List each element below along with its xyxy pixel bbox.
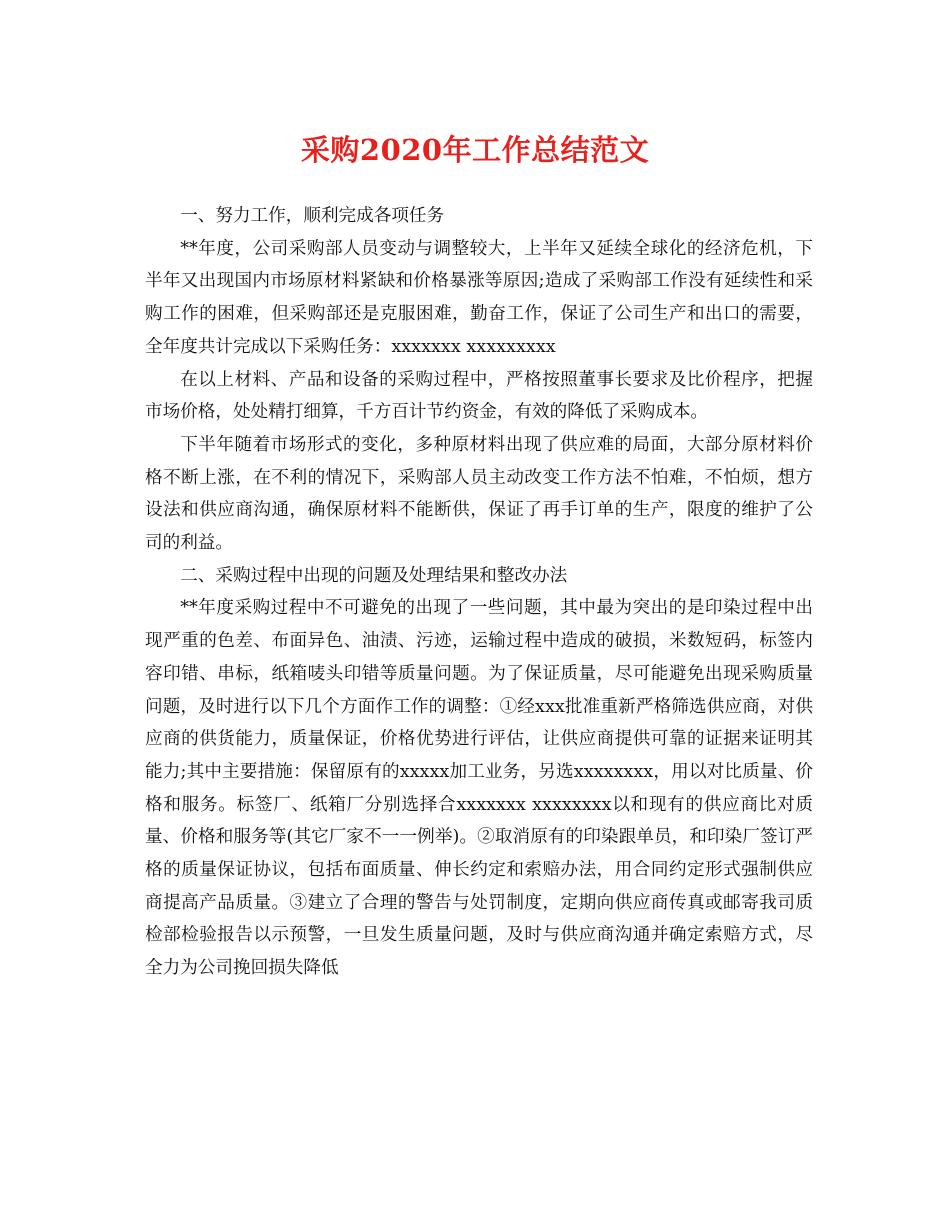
- paragraph: 下半年随着市场形式的变化，多种原材料出现了供应难的局面，大部分原材料价格不断上涨，在不利的情况下，采购部人员主动改变工作方法不怕难，不怕烦，想方设法和供应商沟通，确保原材料不能断供，保证了再手订单的生产，限度的维护了公司的利益。: [145, 434, 813, 554]
- paragraph: **年度采购过程中不可避免的出现了一些问题，其中最为突出的是印染过程中出现严重的色差、布面异色、油渍、污迹，运输过程中造成的破损，米数短码，标签内容印错、串标，纸箱唛头印错等质量问题。为了保证质量，尽可能避免出现采购质量问题，及时进行以下几个方面作工作的调整：①经xxx批准重新严格筛选供应商，对供应商的供货能力，质量保证，价格优势进行评估，让供应商提供可靠的证据来证明其能力;其中主要措施：保留原有的xxxxx加工业务，另选xxxxxxxx，用以对比质量、价格和服务。标签厂、纸箱厂分别选择合xxxxxxx xxxxxxxx以和现有的供应商比对质量、价格和服务等(其它厂家不一一例举)。②取消原有的印染跟单员，和印染厂签订严格的质量保证协议，包括布面质量、伸长约定和索赔办法，用合同约定形式强制供应商提高产品质量。③建立了合理的警告与处罚制度，定期向供应商传真或邮寄我司质检部检验报告以示预警，一旦发生质量问题，及时与供应商沟通并确定索赔方式，尽全力为公司挽回损失降低: [145, 598, 813, 979]
- document-title: 采购2020年工作总结范文: [300, 133, 650, 167]
- paragraph: 在以上材料、产品和设备的采购过程中，严格按照董事长要求及比价程序，把握市场价格，处处精打细算，千方百计节约资金，有效的降低了采购成本。: [145, 369, 813, 423]
- document-body: [145, 200, 813, 985]
- section-heading-1: 一、努力工作，顺利完成各项任务: [180, 206, 445, 226]
- section-heading-2: 二、采购过程中出现的问题及处理结果和整改办法: [180, 565, 568, 586]
- paragraph: **年度，公司采购部人员变动与调整较大，上半年又延续全球化的经济危机，下半年又出现国内市场原材料紧缺和价格暴涨等原因;造成了采购部工作没有延续性和采购工作的困难，但采购部还是克服困难，勤奋工作，保证了公司生产和出口的需要，全年度共计完成以下采购任务：xxxxxxx xxxxxxxxx: [145, 238, 813, 357]
